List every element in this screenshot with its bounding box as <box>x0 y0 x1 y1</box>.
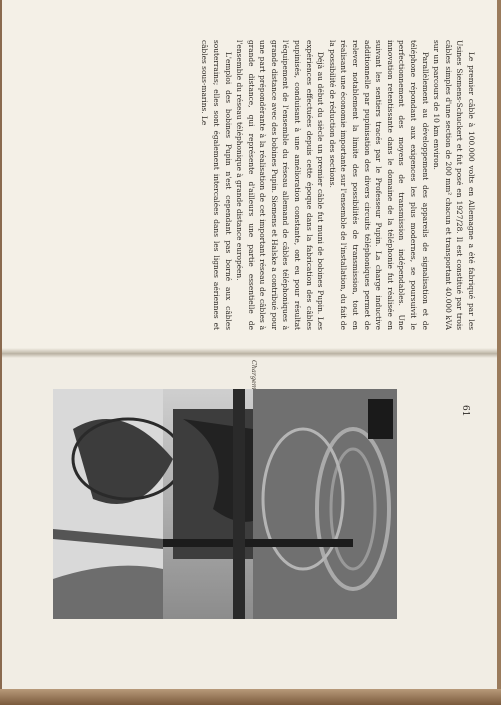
page-edge-bottom <box>0 689 501 705</box>
photo-caption: Chargement <box>250 360 258 401</box>
page-edge-right <box>497 0 501 705</box>
cable-loading-photograph <box>53 389 397 619</box>
paragraph-4: L'emploi des bobines Pupin n'est cependant pas borné aux câbles souterrains; elles sont également intercalées dans les lignes aériennes et câbles sous-marins. Le <box>200 40 233 330</box>
paragraph-1: Le premier câble à 100.000 volts en Allemagne a été fabriqué par les Usines Siemens-Schuckert et fut posé en 1927/28. Il est constitué par trois câbles simples d'une section de 200 mm² chacun et transportant 40.000 kVA sur un parcours de 10 km environ. <box>432 40 476 330</box>
book-gutter <box>2 348 499 358</box>
photograph-drawing <box>53 389 397 619</box>
page-number: 61 <box>460 405 470 417</box>
body-text <box>199 40 477 330</box>
paragraph-3: Déjà au début du siècle un premier câble fut muni de bobines Pupin. Les expériences effectuées depuis cette époque dans la fabrication des câbles pupinisés, conduisant à une amélioration constante, ont eu pour résultat l'équipement de l'ensemble du réseau allemand de câbles téléphoniques à grande distance avec des bobines Pupin. Siemens et Halske a contribué pour une part prépondérante à la réalisation de cet important réseau de câbles à grande distance, qui représente d'ailleurs une partie essentielle de l'ensemble du réseau téléphonique à grande distance européen. <box>235 40 326 330</box>
paragraph-2: Parallèlement au développement des appareils de signalisation et de téléphone répondant aux exigences les plus modernes, se poursuivit le perfectionnement des moyens de transmission indépendables. Une innovation retentissante dans le domaine de la téléphonie fut réalisée en suivant les sentiers tracés par le Professeur Pupin. La charge inductive additionnelle par pupinisation des divers circuits téléphoniques permet de relever notablement la limite des possibilités de transmission, tout en réalisant une économie importante sur l'ensemble de l'installation, du fait de la possibilité de réduction des sections. <box>327 40 430 330</box>
